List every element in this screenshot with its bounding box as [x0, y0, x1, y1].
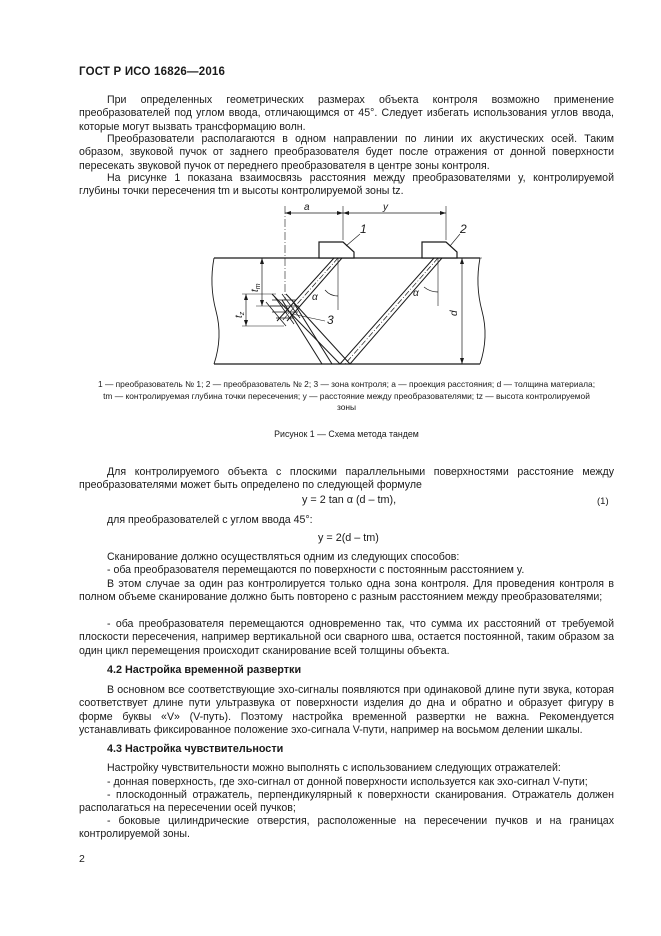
probe-1: [319, 242, 354, 258]
plate-left-break: [212, 258, 219, 364]
alpha-arc: [424, 287, 438, 292]
alpha-arc: [325, 290, 338, 296]
paragraph: - оба преобразователя перемещаются по поверхности с постоянным расстоянием y.: [107, 564, 525, 576]
label-probe-2: 2: [460, 222, 467, 236]
beam-1-bottom-edge: [282, 300, 322, 364]
figure-caption: 1 — преобразователь № 1; 2 — преобразователь № 2; 3 — зона контроля; a — проекция расстояния; d — толщина материала; tm — контролируемая глубина точки пересечения; y — расстояние между преобразователями; tz — высота контролируемой зоны: [97, 379, 596, 412]
list-item: - плоскодонный отражатель, перпендикулярный к поверхности сканирования. Отражатель должен располагаться на пересечении осей пучков;: [79, 789, 614, 815]
beam-1-axis: [282, 258, 338, 321]
paragraph: При определенных геометрических размерах объекта контроля возможно применение преобразователей под углом ввода, отличающимся от 45°. Следует избегать использования углов ввода, которые могут вызвать трансформацию волн.: [79, 94, 614, 133]
label-a: a: [304, 202, 310, 213]
document-header: ГОСТ Р ИСО 16826—2016: [79, 66, 226, 78]
paragraph: Для контролируемого объекта с плоскими параллельными поверхностями расстояние между преобразователями может быть определено по следующей формуле: [79, 466, 614, 492]
paragraph: для преобразователей с углом ввода 45°:: [107, 514, 313, 526]
list-item: - боковые цилиндрические отверстия, расположенные на пересечении пучков и на границах контролируемой зоны.: [79, 815, 614, 841]
beam-1-bottom-edge: [292, 300, 332, 364]
paragraph: На рисунке 1 показана взаимосвязь расстояния между преобразователями y, контролируемой глубины точки пересечения tm и высоты контролируемой зоны tz.: [79, 172, 614, 198]
zone-3-hatch: [270, 300, 299, 318]
paragraph: Настройку чувствительности можно выполнять с использованием следующих отражателей:: [107, 762, 561, 774]
label-tm: $t_m$: [250, 283, 262, 292]
tandem-method-figure: [0, 0, 661, 400]
plate-right-break: [478, 258, 485, 364]
leader-2: [450, 234, 460, 246]
page-number: 2: [79, 853, 85, 865]
list-item: - донная поверхность, где эхо-сигнал от донной поверхности используется как эхо-сигнал V-пути;: [107, 776, 588, 788]
formula-1: y = 2 tan α (d – tm),: [302, 494, 397, 506]
section-heading: 4.2 Настройка временной развертки: [107, 664, 302, 676]
leader-1: [346, 234, 360, 246]
beam-2-edge: [340, 258, 434, 364]
formula-number: (1): [597, 496, 609, 507]
beam-2-axis: [345, 258, 438, 364]
beam-2-reflected-edge: [272, 294, 340, 364]
label-alpha-2: α: [413, 288, 419, 299]
paragraph: Сканирование должно осуществляться одним из следующих способов:: [107, 551, 460, 563]
label-zone-3: 3: [327, 313, 334, 327]
beam-2-edge: [350, 258, 442, 364]
label-tz: $t_z$: [234, 311, 246, 318]
label-alpha-1: α: [312, 292, 318, 303]
paragraph: Преобразователи располагаются в одном направлении по линии их акустических осей. Таким образом, звуковой пучок от заднего преобразователя будет после отражения от донной поверхности пересекать звуковой пучок от переднего преобразователя в центре зоны контроля.: [79, 133, 614, 172]
formula-2: y = 2(d – tm): [318, 532, 379, 544]
figure-title: Рисунок 1 — Схема метода тандем: [274, 429, 419, 439]
beam-2-reflected-edge: [286, 294, 350, 364]
probe-2: [422, 242, 457, 258]
paragraph: В этом случае за один раз контролируется только одна зона контроля. Для проведения контроля в полном объеме сканирование должно быть повторено с разным расстоянием между преобразователями;: [79, 578, 614, 604]
label-probe-1: 1: [360, 222, 367, 236]
label-d: d: [449, 310, 460, 316]
paragraph: - оба преобразователя перемещаются одновременно так, что сумма их расстояний от требуемой плоскости пересечения, например вертикальной оси сварного шва, остается постоянной, таким образом за один цикл перемещения происходит сканирование всей толщины объекта.: [79, 618, 614, 657]
label-y: y: [383, 202, 388, 213]
section-heading: 4.3 Настройка чувствительности: [107, 743, 284, 755]
paragraph: В основном все соответствующие эхо-сигналы появляются при одинаковой длине пути звука, которая соответствует длине пути ультразвука от поверхности изделия до дна и обратно и образует фигуру в форме буквы «V» (V-путь). Поэтому настройка временной развертки не важна. Рекомендуется устанавливать фиксированное положение эхо-сигнала V-пути, например на восьмом делении шкалы.: [79, 684, 614, 736]
